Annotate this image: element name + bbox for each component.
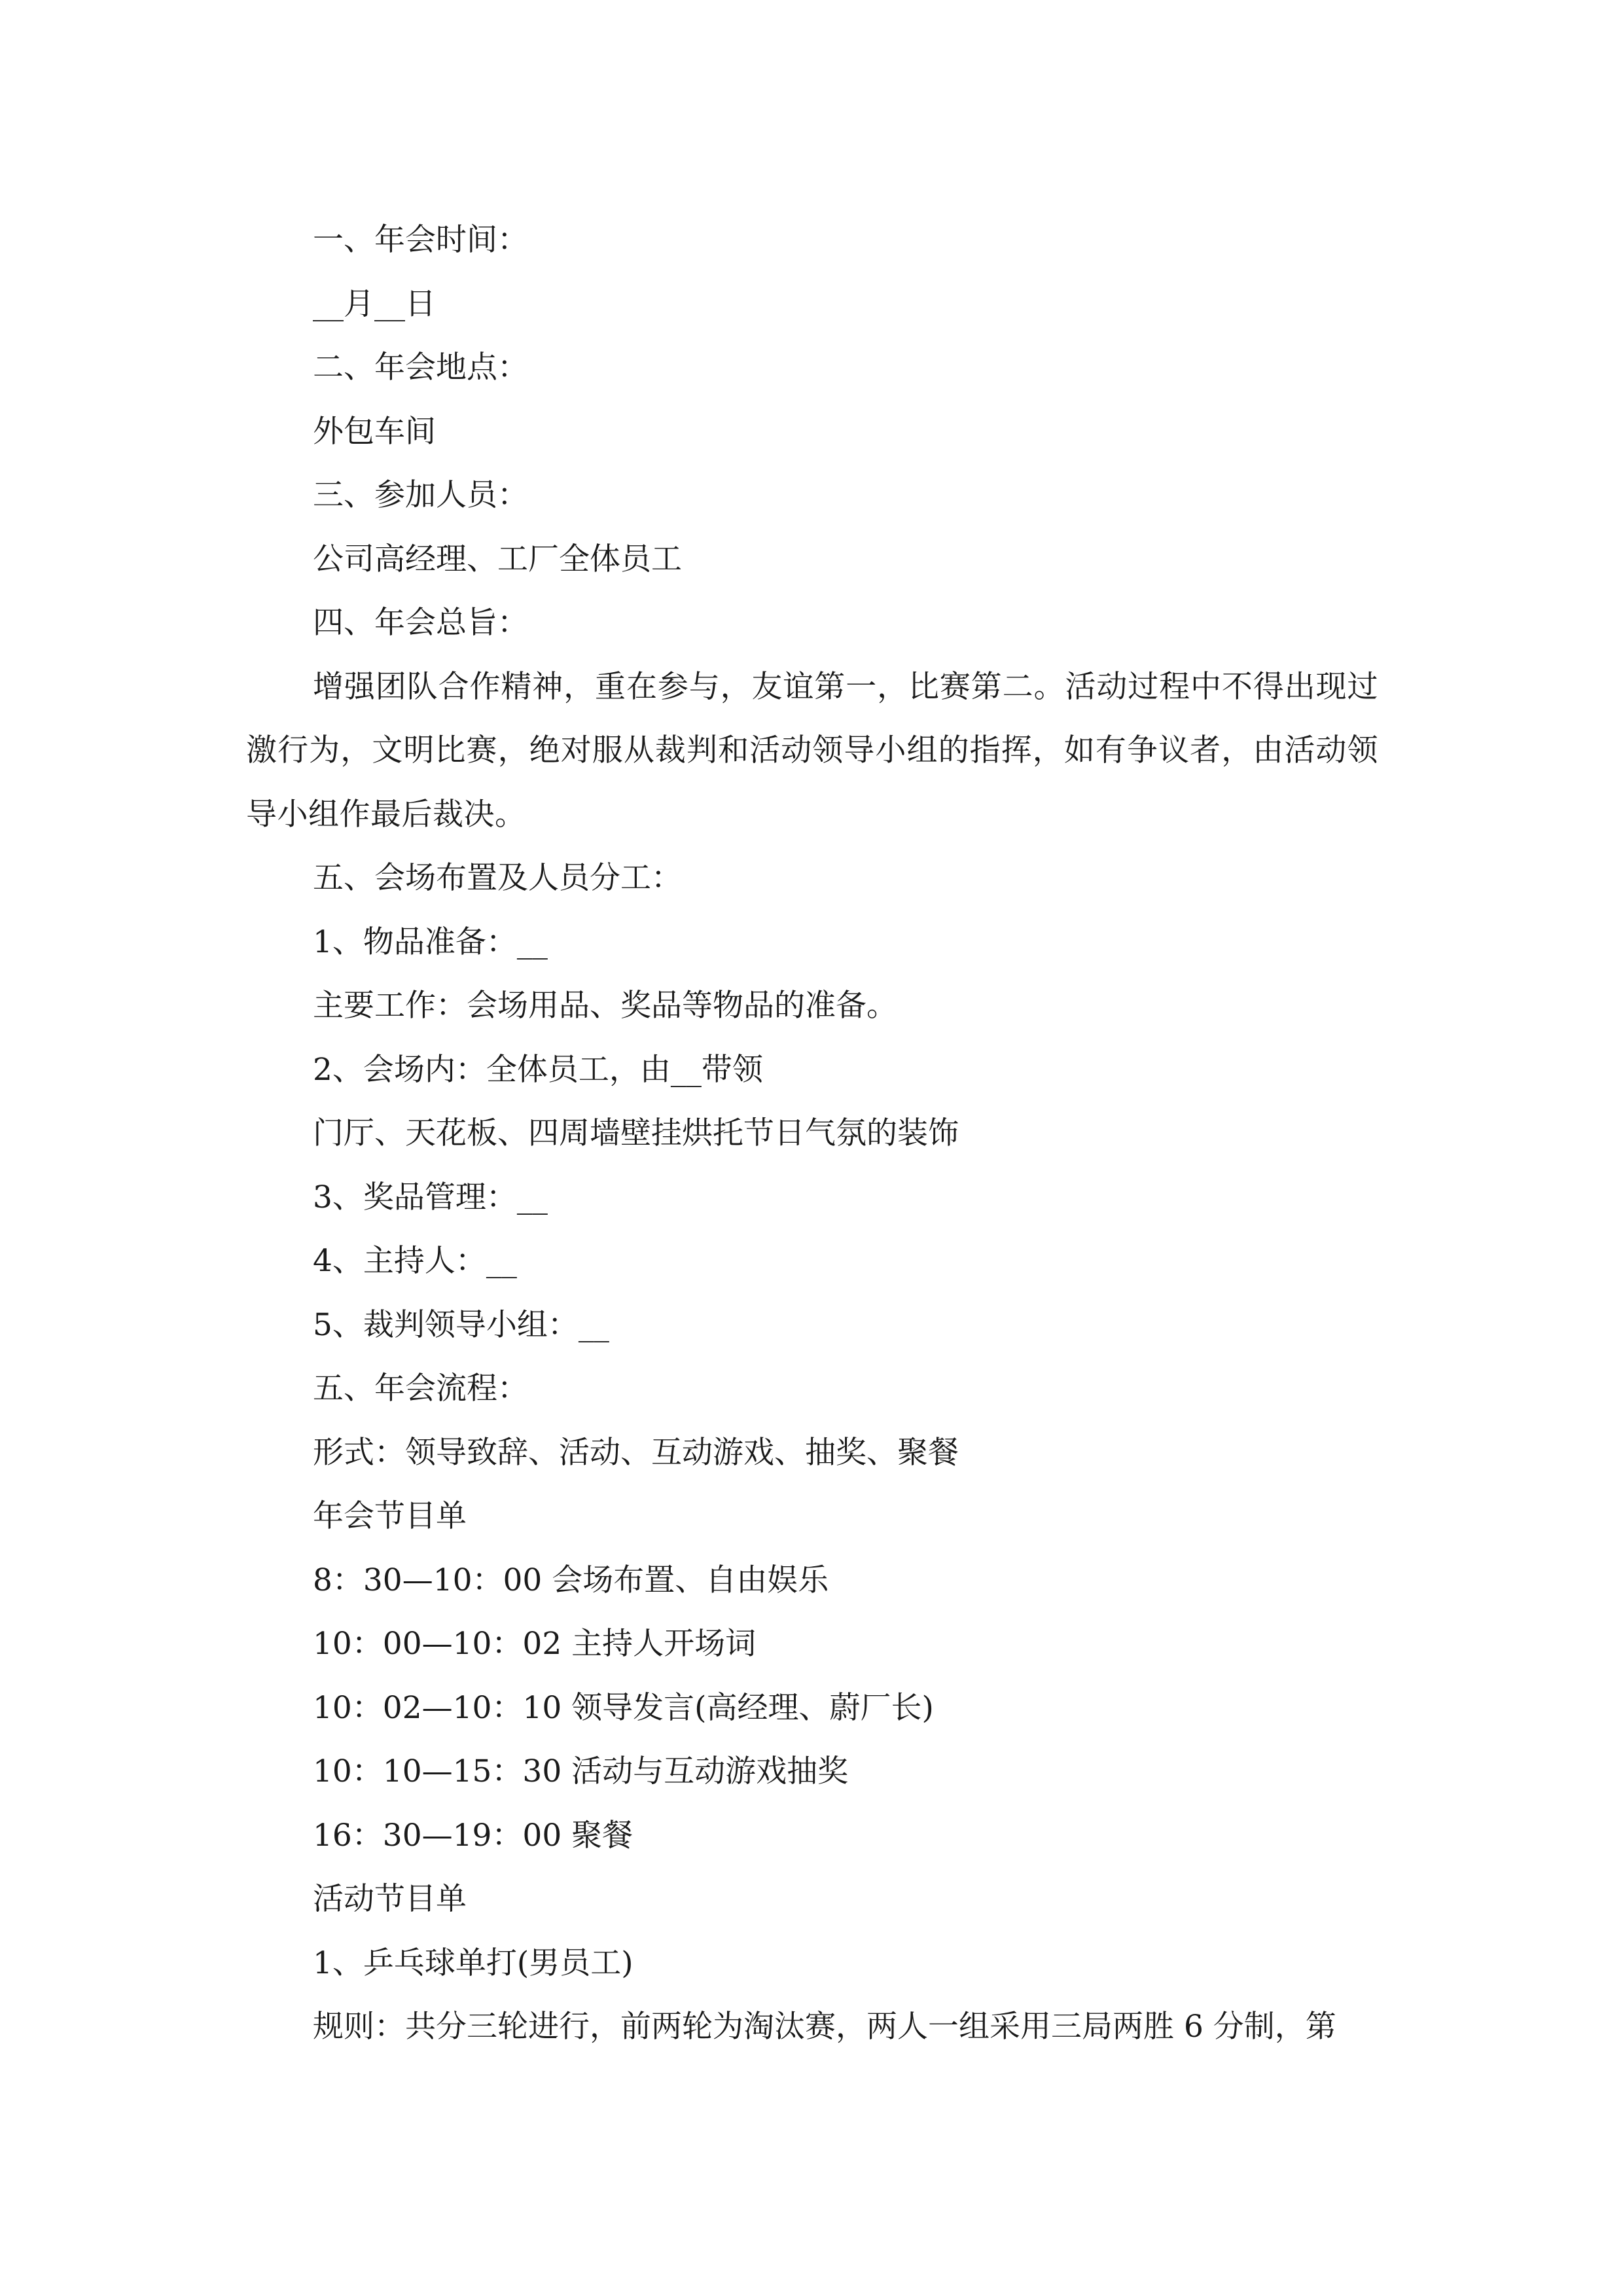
program-item: 16：30—19：00 聚餐 (313, 1817, 633, 1854)
item-supplies: 1、物品准备：__ (313, 924, 548, 960)
program-item: 10：00—10：02 主持人开场词 (313, 1626, 757, 1662)
program-item: 8：30—10：00 会场布置、自由娱乐 (313, 1562, 829, 1598)
heading-location: 二、年会地点： (313, 350, 528, 386)
item-venue: 2、会场内：全体员工，由__带领 (313, 1051, 763, 1088)
item-host: 4、主持人：__ (313, 1243, 517, 1279)
date-line: __月__日 (313, 285, 436, 322)
item-venue-desc: 门厅、天花板、四周墙壁挂烘托节日气氛的装饰 (313, 1115, 959, 1151)
format-line: 形式：领导致辞、活动、互动游戏、抽奖、聚餐 (313, 1434, 959, 1471)
location-line: 外包车间 (313, 413, 436, 450)
heading-attendees: 三、参加人员： (313, 477, 528, 513)
heading-process: 五、年会流程： (313, 1371, 528, 1407)
purpose-paragraph: 增强团队合作精神，重在参与，友谊第一，比赛第二。活动过程中不得出现过激行为，文明比赛，绝对服从裁判和活动领导小组的指挥，如有争议者，由活动领导小组作最后裁决。 (246, 668, 1378, 833)
heading-purpose: 四、年会总旨： (313, 605, 528, 641)
item-supplies-desc: 主要工作：会场用品、奖品等物品的准备。 (313, 988, 897, 1024)
heading-arrangement: 五、会场布置及人员分工： (313, 860, 682, 896)
program-item: 10：02—10：10 领导发言(高经理、蔚厂长) (313, 1689, 934, 1726)
item-referee: 5、裁判领导小组：__ (313, 1306, 609, 1343)
rule-line: 规则：共分三轮进行，前两轮为淘汰赛，两人一组采用三局两胜 6 分制，第 (313, 2009, 1336, 2045)
activity-title: 活动节目单 (313, 1881, 467, 1917)
activity-item: 1、乒乓球单打(男员工) (313, 1945, 633, 1981)
program-item: 10：10—15：30 活动与互动游戏抽奖 (313, 1753, 849, 1789)
item-prizes: 3、奖品管理：__ (313, 1179, 548, 1215)
document-body (246, 208, 1378, 2059)
attendees-line: 公司高经理、工厂全体员工 (313, 541, 682, 577)
heading-time: 一、年会时间： (313, 222, 528, 258)
program-title: 年会节目单 (313, 1498, 467, 1534)
